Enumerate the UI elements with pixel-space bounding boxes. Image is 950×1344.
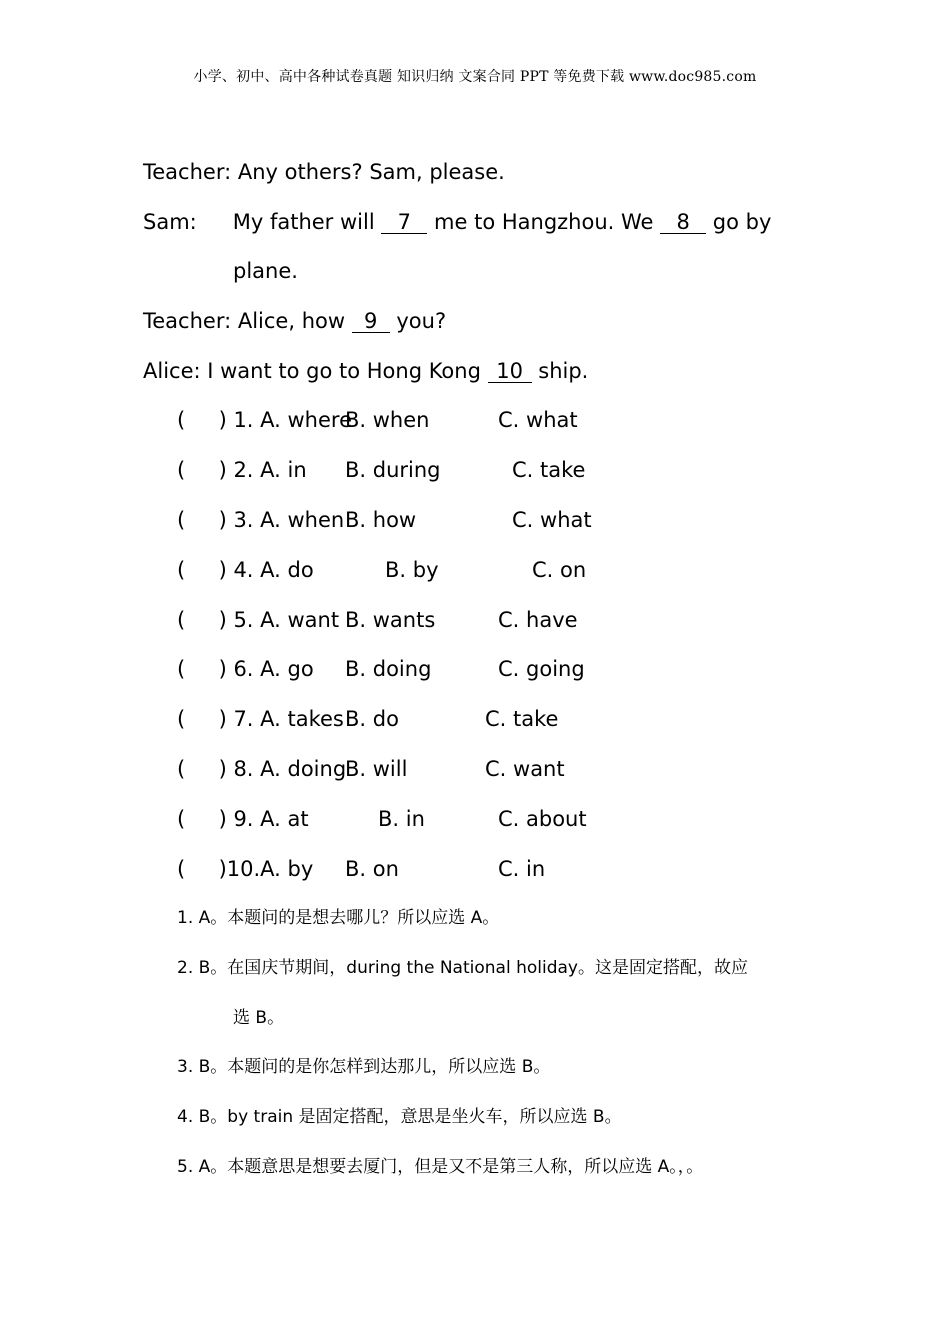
answer-4: 4. B。by train 是固定搭配，意思是坐火车，所以应选 B。 xyxy=(177,1107,622,1127)
question-9-stem: ( ) 9. A. at xyxy=(177,807,309,831)
speaker-sam: Sam: xyxy=(143,210,197,234)
text-segment: go by xyxy=(706,210,772,234)
question-2-option-b: B. during xyxy=(345,458,441,482)
text-segment: Teacher: Alice, how xyxy=(143,309,352,333)
blank-10: 10 xyxy=(488,360,532,383)
question-4-option-b: B. by xyxy=(385,558,439,582)
question-5-option-b: B. wants xyxy=(345,608,436,632)
question-1-option-b: B. when xyxy=(345,408,430,432)
question-5-option-c: C. have xyxy=(498,608,578,632)
question-10-stem: ( )10.A. by xyxy=(177,857,314,881)
dialogue-line-teacher-1: Teacher: Any others? Sam, please. xyxy=(143,160,505,184)
answer-1: 1. A。本题问的是想去哪儿？所以应选 A。 xyxy=(177,908,500,928)
blank-8: 8 xyxy=(660,211,706,234)
question-8-stem: ( ) 8. A. doing xyxy=(177,757,347,781)
page-header: 小学、初中、高中各种试卷真题 知识归纳 文案合同 PPT 等免费下载 www.doc985.com xyxy=(193,69,757,85)
answer-5: 5. A。本题意思是想要去厦门，但是又不是第三人称，所以应选 A。，。 xyxy=(177,1157,704,1177)
question-8-option-c: C. want xyxy=(485,757,565,781)
question-1-option-c: C. what xyxy=(498,408,578,432)
question-6-stem: ( ) 6. A. go xyxy=(177,657,314,681)
answer-2: 2. B。在国庆节期间，during the National holiday。这是固定搭配，故应 xyxy=(177,958,748,978)
dialogue-line-teacher-2 xyxy=(143,308,446,334)
question-3-stem: ( ) 3. A. when xyxy=(177,508,345,532)
question-8-option-b: B. will xyxy=(345,757,408,781)
text-segment: Alice: I want to go to Hong Kong xyxy=(143,359,488,383)
dialogue-line-alice xyxy=(143,358,588,384)
question-4-option-c: C. on xyxy=(532,558,587,582)
question-7-option-b: B. do xyxy=(345,707,399,731)
question-1-stem: ( ) 1. A. where xyxy=(177,408,352,432)
dialogue-line-sam-cont: plane. xyxy=(233,259,298,283)
question-2-option-c: C. take xyxy=(512,458,586,482)
question-3-option-b: B. how xyxy=(345,508,417,532)
answer-2-cont: 选 B。 xyxy=(233,1008,285,1028)
text-segment: you? xyxy=(389,309,447,333)
blank-9: 9 xyxy=(352,310,390,333)
question-5-stem: ( ) 5. A. want xyxy=(177,608,340,632)
question-6-option-c: C. going xyxy=(498,657,585,681)
dialogue-line-sam xyxy=(143,209,771,235)
text-segment: My father will xyxy=(232,210,382,234)
question-7-stem: ( ) 7. A. takes xyxy=(177,707,344,731)
question-4-stem: ( ) 4. A. do xyxy=(177,558,314,582)
question-6-option-b: B. doing xyxy=(345,657,432,681)
blank-7: 7 xyxy=(381,211,427,234)
answer-3: 3. B。本题问的是你怎样到达那儿，所以应选 B。 xyxy=(177,1057,551,1077)
question-7-option-c: C. take xyxy=(485,707,559,731)
question-3-option-c: C. what xyxy=(512,508,592,532)
text-segment: ship. xyxy=(531,359,589,383)
question-2-stem: ( ) 2. A. in xyxy=(177,458,307,482)
question-10-option-c: C. in xyxy=(498,857,546,881)
question-10-option-b: B. on xyxy=(345,857,399,881)
question-9-option-c: C. about xyxy=(498,807,587,831)
question-9-option-b: B. in xyxy=(378,807,425,831)
text-segment: me to Hangzhou. We xyxy=(427,210,661,234)
